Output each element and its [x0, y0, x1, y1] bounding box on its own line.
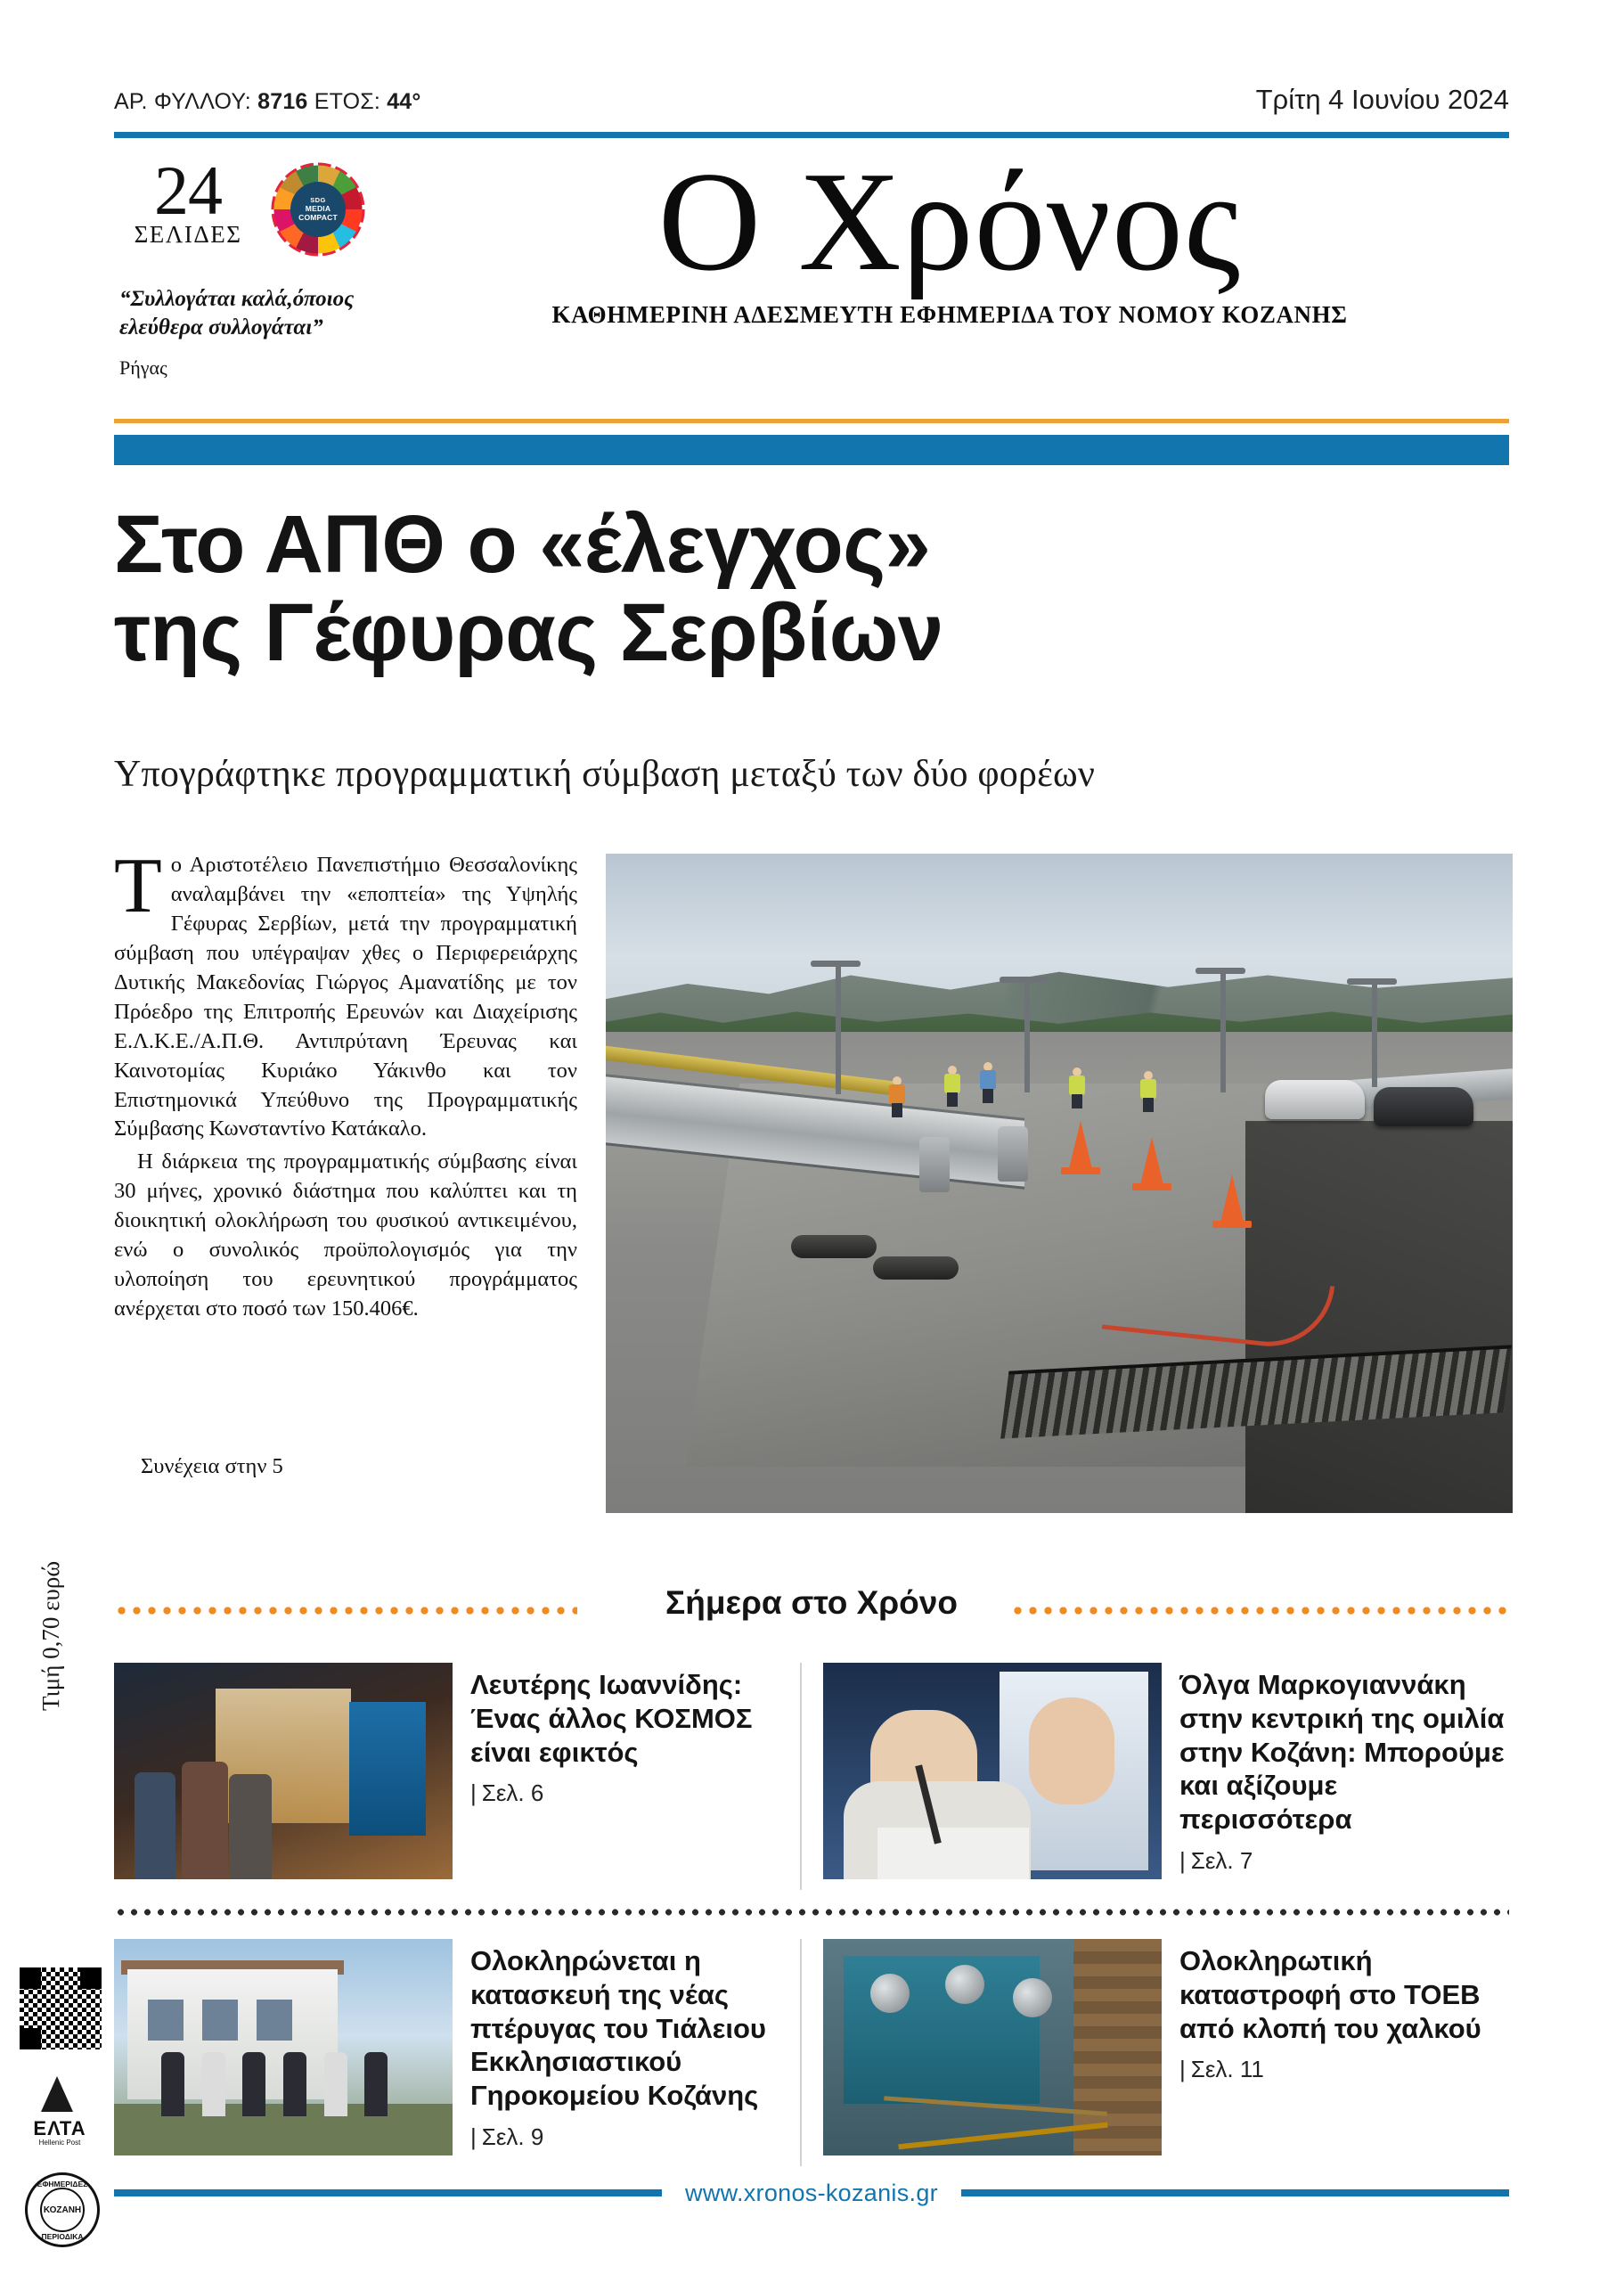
teaser-page-bar-2: |: [1179, 1847, 1186, 1875]
teaser-text-2: [1162, 1663, 1509, 1875]
teaser-grid: [114, 1663, 1509, 2171]
sdg-line-3: COMPACT: [298, 213, 338, 223]
qr-code-icon[interactable]: [20, 1967, 102, 2049]
photo-traffic-cone-3: [1220, 1174, 1244, 1223]
teaser-page-3: [470, 2123, 800, 2151]
elta-bird-icon: [41, 2076, 73, 2112]
teaser-thumbnail-1: [114, 1663, 453, 1879]
teaser-thumbnail-2: [823, 1663, 1162, 1879]
teaser-page-label-3: Σελ. 9: [481, 2123, 544, 2151]
sdg-core-text: [290, 182, 346, 237]
lead-continuation-note: Συνέχεια στην 5: [141, 1454, 283, 1478]
teaser-title-4: Ολοκληρωτική καταστροφή στο ΤΟΕΒ από κλοπή του χαλκού: [1179, 1945, 1481, 2044]
publication-date: Τρίτη 4 Ιουνίου 2024: [1255, 84, 1509, 115]
year-prefix-label: ΕΤΟΣ:: [314, 89, 381, 114]
footer-website-url[interactable]: www.xronos-kozanis.gr: [685, 2179, 938, 2206]
elta-wordmark: ΕΛΤΑ: [33, 2117, 86, 2139]
price-label: Τιμή 0,70 ευρώ: [37, 1560, 64, 1711]
photo-light-pole-2: [1024, 977, 1030, 1092]
press-stamp-ring: [28, 2175, 97, 2245]
teaser-page-label-4: Σελ. 11: [1190, 2056, 1264, 2083]
masthead-title-block: [390, 142, 1509, 329]
teaser-item-2[interactable]: [800, 1663, 1509, 1890]
photo-worker-2: [944, 1066, 960, 1107]
teaser-page-1: [470, 1779, 800, 1807]
teaser-page-label-1: Σελ. 6: [481, 1779, 544, 1807]
teaser-row-1-divider: [114, 1909, 1509, 1916]
teaser-thumbnail-4: [823, 1939, 1162, 2155]
teaser-thumbnail-3: [114, 1939, 453, 2155]
press-stamp-center-text: ΚΟΖΑΝΗ: [40, 2188, 85, 2232]
today-dots-right: [1010, 1606, 1509, 1616]
photo-car-1: [1265, 1080, 1365, 1119]
issue-number: 8716: [257, 89, 308, 114]
lead-headline-line-1: Στο ΑΠΘ ο «έλεγχος»: [114, 499, 931, 590]
photo-traffic-cone-2: [1140, 1137, 1163, 1185]
lead-headline-line-2: της Γέφυρας Σερβίων: [114, 587, 943, 679]
photo-gas-cylinder-2: [998, 1126, 1028, 1182]
teaser-page-bar-4: |: [1179, 2056, 1186, 2083]
press-stamp-top-text: ΕΦΗΜΕΡΙΔΕΣ: [37, 2180, 88, 2188]
photo-worker-1: [889, 1076, 905, 1117]
masthead-motto-author: Ρήγας: [119, 356, 167, 379]
lead-paragraph-1-text: ο Αριστοτέλειο Πανεπιστήμιο Θεσσαλονίκης αναλαμβάνει την «εποπτεία» της Υψηλής Γέφυρας Σερβίων, μετά την προγραμματική σύμβαση που υπέγραψαν χθες ο Περιφερειάρχης Δυτικής Μακεδονίας Γιώργος Αμανατίδης με τον Πρόεδρο της Επιτροπής Ερευνών και Διαχείρισης Ε.Λ.Κ.Ε./Α.Π.Θ. Αντιπρύτανη Έρευνας και Καινοτομίας Κυριάκο Υάκινθο και τον Επιστημονικά Υπεύθυνο της Προγραμματικής Σύμβασης Κωνσταντίνο Κατάκαλο.: [114, 853, 577, 1141]
masthead-blue-band: [114, 435, 1509, 465]
photo-pipe-1: [791, 1235, 877, 1258]
footer: [114, 2179, 1509, 2206]
teaser-text-4: [1162, 1939, 1509, 2083]
teaser-text-1: [453, 1663, 800, 1807]
teaser-page-bar-1: |: [470, 1779, 477, 1807]
teaser-page-label-2: Σελ. 7: [1190, 1847, 1253, 1875]
teaser-page-bar-3: |: [470, 2123, 477, 2151]
teaser-row-1: [114, 1663, 1509, 1890]
today-dots-left: [114, 1606, 577, 1616]
teaser-page-4: [1179, 2056, 1509, 2083]
sdg-line-2: MEDIA: [305, 204, 331, 214]
elta-logo: [27, 2076, 93, 2153]
photo-pipe-2: [873, 1256, 959, 1280]
masthead: [114, 142, 1509, 408]
masthead-subtitle: ΚΑΘΗΜΕΡΙΝΗ ΑΔΕΣΜΕΥΤΗ ΕΦΗΜΕΡΙΔΑ ΤΟΥ ΝΟΜΟΥ ΚΟΖΑΝΗΣ: [551, 301, 1348, 328]
photo-light-pole-3: [1220, 968, 1226, 1092]
today-section-label: Σήμερα στο Χρόνο: [646, 1584, 977, 1622]
issue-info: [114, 89, 421, 115]
year-value: 44°: [387, 89, 421, 114]
photo-light-pole-1: [836, 961, 841, 1094]
teaser-item-1[interactable]: [114, 1663, 800, 1890]
photo-worker-4: [1069, 1067, 1085, 1108]
photo-worker-5: [1140, 1071, 1156, 1112]
lead-paragraph-2: Η διάρκεια της προγραμματικής σύμβασης είναι 30 μήνες, χρονικό διάστημα που καλύπτει και τη διοικητική ολοκλήρωση του φυσικού αντικειμένου, ενώ ο συνολικός προϋπολογισμός για την υλοποίηση του ερευνητικού προγράμματος ανέρχεται στο ποσό των 150.406€.: [114, 1149, 577, 1321]
header-top-rule: [114, 132, 1509, 138]
top-info-bar: [114, 84, 1509, 116]
elta-subtext: Hellenic Post: [38, 2139, 81, 2147]
lead-headline: [114, 501, 1432, 678]
pages-count: 24: [154, 151, 222, 229]
press-stamp-icon: [25, 2172, 100, 2247]
photo-gas-cylinder-1: [919, 1137, 950, 1192]
lead-paragraph-1: [114, 843, 577, 1144]
photo-traffic-cone-1: [1069, 1121, 1092, 1169]
masthead-motto: “Συλλογάται καλά,όποιος ελεύθερα συλλογάται”: [119, 287, 355, 339]
today-section-header: [114, 1584, 1509, 1631]
lead-photo: [606, 854, 1513, 1513]
photo-light-pole-4: [1372, 978, 1377, 1087]
masthead-orange-rule: [114, 419, 1509, 423]
pages-word-label: ΣΕΛΙΔΕΣ: [134, 220, 242, 248]
teaser-item-4[interactable]: [800, 1939, 1509, 2166]
footer-rule-right: [961, 2189, 1509, 2196]
photo-worker-3: [980, 1062, 996, 1103]
teaser-text-3: [453, 1939, 800, 2151]
teaser-row-2: [114, 1939, 1509, 2166]
photo-car-2: [1374, 1087, 1473, 1126]
teaser-item-3[interactable]: [114, 1939, 800, 2166]
lead-subheadline: Υπογράφτηκε προγραμματική σύμβαση μεταξύ των δύο φορέων: [114, 754, 1096, 795]
footer-rule-left: [114, 2189, 662, 2196]
issue-prefix-label: ΑΡ. ΦΥΛΛΟΥ:: [114, 89, 251, 114]
teaser-page-2: [1179, 1847, 1509, 1875]
teaser-title-1: Λευτέρης Ιωαννίδης: Ένας άλλος ΚΟΣΜΟΣ είναι εφικτός: [470, 1669, 753, 1768]
pages-badge: [121, 151, 255, 249]
drop-cap: Τ: [114, 843, 162, 929]
page-title: Ο Χρόνος: [657, 142, 1242, 300]
press-stamp-bottom-text: ΠΕΡΙΟΔΙΚΑ: [41, 2232, 84, 2241]
teaser-title-2: Όλγα Μαρκογιαννάκη στην κεντρική της ομιλία στην Κοζάνη: Μπορούμε και αξίζουμε περισσότερα: [1179, 1669, 1505, 1836]
sdg-media-compact-logo: [265, 157, 371, 262]
sdg-line-1: SDG: [310, 195, 326, 204]
teaser-title-3: Ολοκληρώνεται η κατασκευή της νέας πτέρυγας του Τιάλειου Εκκλησιαστικού Γηροκομείου Κοζάνης: [470, 1945, 766, 2112]
lead-article-body: [114, 843, 577, 1324]
